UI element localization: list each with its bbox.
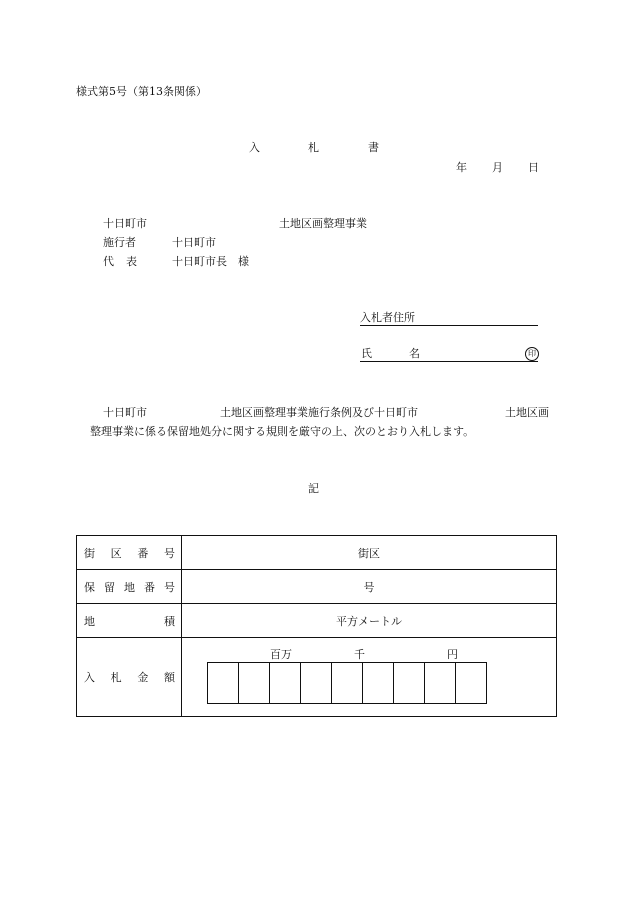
date-year: 年 [456, 161, 467, 174]
digit-box[interactable] [208, 663, 238, 703]
body-regulation: 土地区画整理事業施行条例及び十日町市 [220, 406, 418, 419]
body-city: 十日町市 [103, 406, 147, 419]
bid-amount-label [77, 638, 182, 717]
label-char: 号 [163, 546, 175, 560]
amount-digit-boxes [207, 662, 487, 704]
body-tail: 土地区画 [505, 406, 549, 419]
label-char: 入 [84, 671, 95, 684]
representative-label-2: 表 [126, 255, 137, 268]
label-char: 保 [84, 580, 95, 594]
body-line-2: 整理事業に係る保留地処分に関する規則を厳守の上、次のとおり入札します。 [90, 425, 475, 438]
title-char: 書 [368, 141, 379, 154]
table-row [77, 604, 557, 638]
digit-box[interactable] [269, 663, 300, 703]
bidder-name-label-2: 名 [409, 347, 420, 360]
unit-million: 百万 [270, 648, 292, 661]
table-row [77, 536, 557, 570]
block-number-value[interactable]: 街区 [182, 536, 557, 570]
digit-box[interactable] [331, 663, 362, 703]
seal-mark: 印 [525, 347, 539, 361]
addressee-city: 十日町市 [103, 217, 147, 230]
bidder-name-label-1: 氏 [361, 347, 372, 360]
executor-value: 十日町市 [172, 236, 216, 249]
reserved-land-number-label [77, 570, 182, 604]
label-char: 留 [104, 580, 115, 594]
label-char: 積 [164, 614, 175, 628]
digit-box[interactable] [424, 663, 455, 703]
label-char: 番 [144, 580, 155, 594]
table-row [77, 570, 557, 604]
representative-label-1: 代 [103, 255, 114, 268]
digit-box[interactable] [455, 663, 486, 703]
digit-box[interactable] [300, 663, 331, 703]
label-char: 番 [137, 546, 149, 560]
digit-box[interactable] [362, 663, 393, 703]
form-number: 様式第5号（第13条関係） [76, 85, 207, 98]
label-char: 札 [110, 671, 122, 684]
ki-heading: 記 [308, 482, 319, 495]
bidder-name-field[interactable] [360, 348, 538, 362]
land-area-label [77, 604, 182, 638]
label-char: 街 [84, 546, 95, 560]
land-area-value[interactable]: 平方メートル [182, 604, 557, 638]
executor-label: 施行者 [103, 236, 136, 249]
addressee-project: 土地区画整理事業 [279, 217, 367, 230]
label-char: 額 [163, 671, 175, 684]
unit-thousand: 千 [354, 648, 365, 661]
bidder-address-label: 入札者住所 [360, 311, 415, 324]
reserved-land-number-value[interactable]: 号 [182, 570, 557, 604]
digit-box[interactable] [393, 663, 424, 703]
table-row [77, 638, 557, 717]
representative-value: 十日町市長 様 [172, 255, 249, 268]
block-number-label [77, 536, 182, 570]
date-day: 日 [528, 161, 539, 174]
title-char: 札 [308, 141, 319, 154]
label-char: 区 [110, 546, 122, 560]
bid-table [76, 535, 557, 717]
bid-amount-cell [182, 638, 557, 717]
label-char: 地 [124, 580, 135, 594]
label-char: 地 [84, 614, 95, 628]
label-char: 金 [137, 671, 149, 684]
label-char: 号 [164, 580, 175, 594]
digit-box[interactable] [238, 663, 269, 703]
title-char: 入 [249, 141, 260, 154]
unit-yen: 円 [447, 648, 458, 661]
date-month: 月 [492, 161, 503, 174]
bidder-address-field[interactable] [360, 312, 538, 326]
